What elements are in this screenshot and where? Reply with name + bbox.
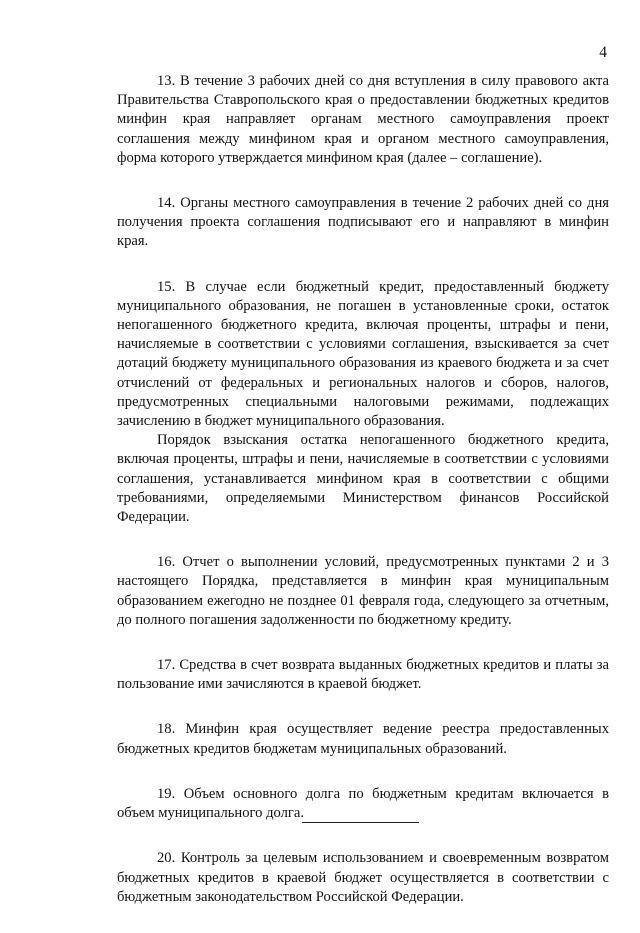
- clause-16: 16. Отчет о выполнении условий, предусмотренных пунктами 2 и 3 настоящего Порядка, представляется в минфин края муниципальным образованием ежегодно не позднее 01 февраля года, следующего за отчетным, до полного погашения задолженности по бюджетному кредиту.: [117, 554, 609, 628]
- clause-20: 20. Контроль за целевым использованием и своевременным возвратом бюджетных кредитов в краевой бюджет осуществляется в соответствии с бюджетным законодательством Российской Федерации.: [117, 850, 609, 905]
- clause-14: 14. Органы местного самоуправления в течение 2 рабочих дней со дня получения проекта соглашения подписывают его и направляют в минфин края.: [117, 195, 609, 250]
- page-number: 4: [599, 44, 607, 61]
- clause-17: 17. Средства в счет возврата выданных бюджетных кредитов и платы за пользование ими зачисляются в краевой бюджет.: [117, 657, 609, 693]
- document-body: [117, 72, 609, 933]
- closing-rule: [302, 822, 419, 823]
- clause-18: 18. Минфин края осуществляет ведение реестра предоставленных бюджетных кредитов бюджетам муниципальных образований.: [117, 721, 609, 757]
- clause-15-continuation: Порядок взыскания остатка непогашенного бюджетного кредита, включая проценты, штрафы и пени, начисляемые в соответствии с условиями соглашения, устанавливается минфином края в соответствии с общими требованиями, определяемыми Министерством финансов Российской Федерации.: [117, 432, 609, 526]
- clause-19: 19. Объем основного долга по бюджетным кредитам включается в объем муниципального долга.: [117, 785, 609, 822]
- clause-15: 15. В случае если бюджетный кредит, предоставленный бюджету муниципального образования, не погашен в установленные сроки, остаток непогашенного бюджетного кредита, включая проценты, штрафы и пени, начисляемые в соответствии с условиями соглашения, взыскивается за счет дотаций бюджету муниципального образования из краевого бюджета и за счет отчислений от федеральных и региональных налогов и сборов, налогов, предусмотренных специальными налоговыми режимами, подлежащих зачислению в бюджет муниципального образования.: [117, 278, 609, 430]
- clause-13: 13. В течение 3 рабочих дней со дня вступления в силу правового акта Правительства Ставропольского края о предоставлении бюджетных кредитов минфин края направляет органам местного самоуправления проект соглашения между минфином края и органом местного самоуправления, форма которого утверждается минфином края (далее – соглашение).: [117, 73, 609, 166]
